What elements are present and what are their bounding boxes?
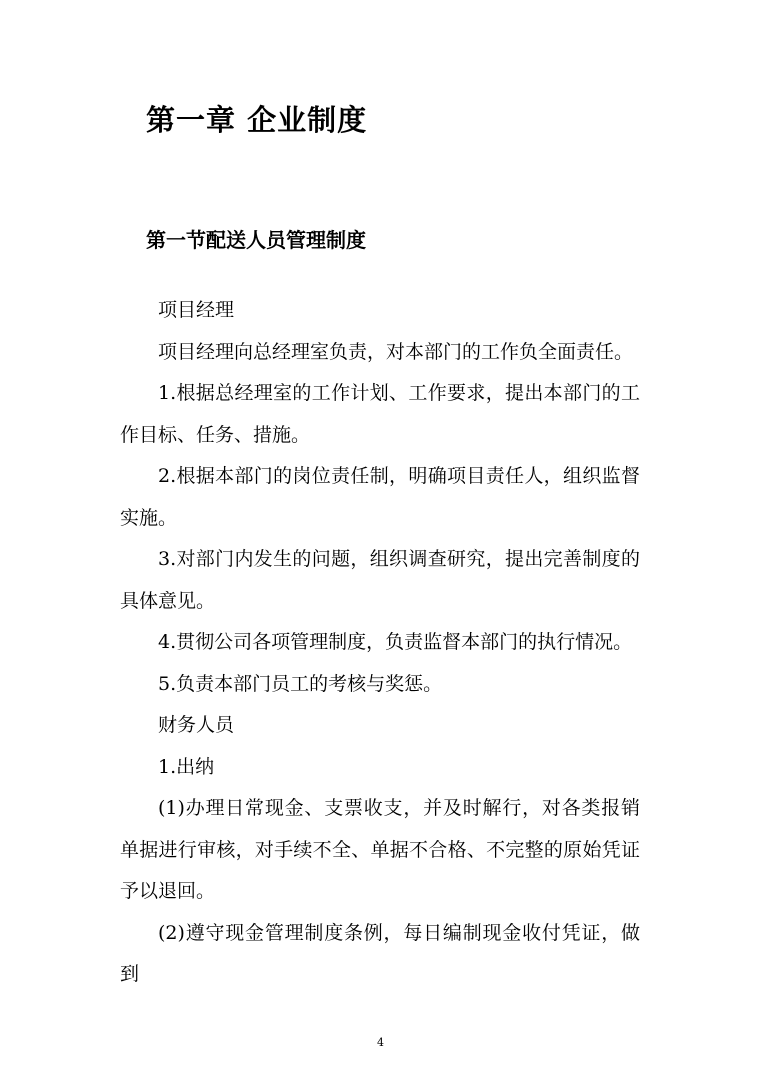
chapter-title: 第一章 企业制度: [146, 103, 368, 137]
list-item: (1)办理日常现金、支票收支，并及时解行，对各类报销单据进行审核，对手续不全、单据不合格、不完整的原始凭证予以退回。: [120, 797, 640, 902]
heading-finance-staff: 财务人员: [158, 714, 235, 736]
list-item: 2.根据本部门的岗位责任制，明确项目责任人，组织监督实施。: [120, 465, 640, 529]
list-item: 5.负责本部门员工的考核与奖惩。: [158, 672, 443, 695]
list-item: 3.对部门内发生的问题，组织调查研究，提出完善制度的具体意见。: [120, 548, 640, 612]
list-item: 1.根据总经理室的工作计划、工作要求，提出本部门的工作目标、任务、措施。: [120, 382, 640, 446]
section-title: 第一节配送人员管理制度: [146, 228, 366, 252]
subheading-cashier: 1.出纳: [158, 755, 215, 778]
paragraph: 项目经理向总经理室负责，对本部门的工作负全面责任。: [158, 340, 634, 363]
page-number: 4: [377, 1036, 384, 1049]
list-item: 4.贯彻公司各项管理制度，负责监督本部门的执行情况。: [158, 631, 633, 653]
list-item: (2)遵守现金管理制度条例，每日编制现金收付凭证，做到: [120, 921, 640, 985]
heading-project-manager: 项目经理: [158, 299, 235, 321]
body-text: [120, 290, 640, 996]
